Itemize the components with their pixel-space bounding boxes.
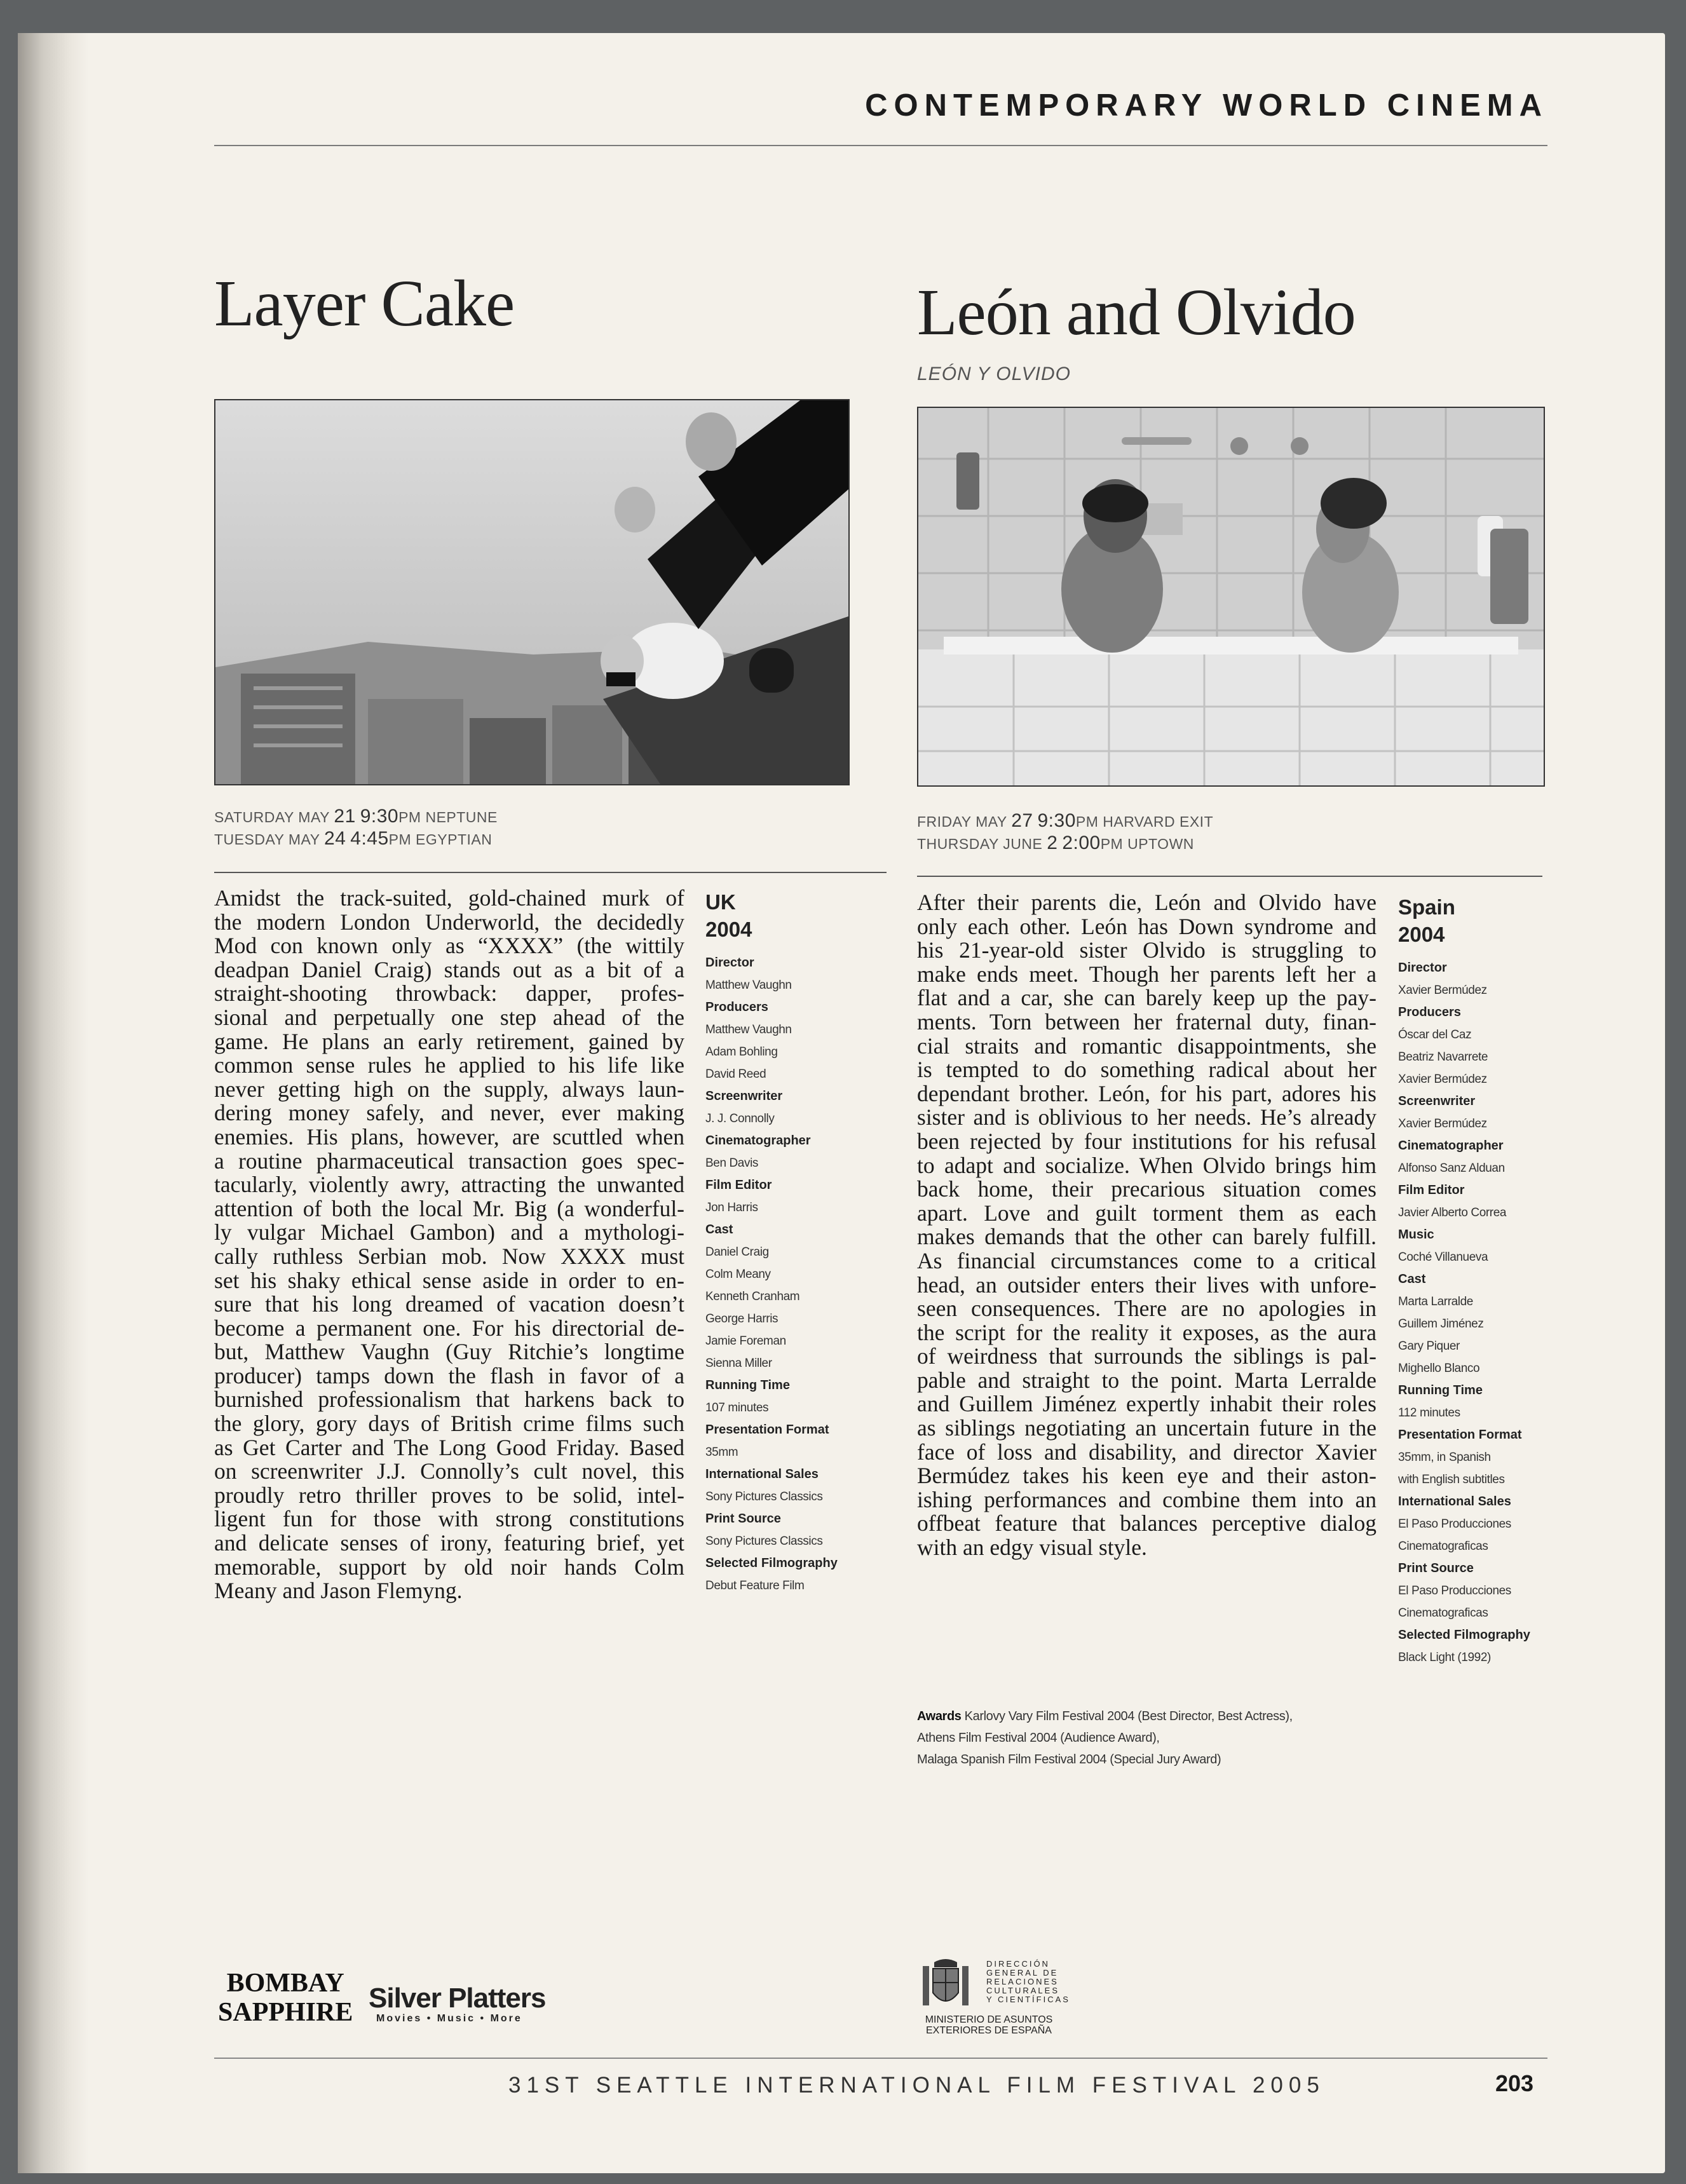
bombay-sapphire-logo [218, 1969, 353, 2027]
screening-2-1 [917, 810, 1213, 832]
logo-text-line: MINISTERIO DE ASUNTOS [925, 2014, 1053, 2025]
credit-name: Jon Harris [705, 1201, 758, 1214]
synopsis-line: sure that his long dreamed of vacation doesn’t [214, 1291, 684, 1317]
awards-line-2: Athens Film Festival 2004 (Audience Award), [917, 1731, 1160, 1745]
credit-name: Xavier Bermúdez [1398, 1073, 1487, 1086]
synopsis-line: memorable, support by old noir hands Colm [214, 1554, 684, 1580]
screening-list-1 [214, 806, 498, 850]
credit-role: Presentation Format [1398, 1428, 1522, 1442]
credit-name: Daniel Craig [705, 1245, 769, 1259]
synopsis-line: Amidst the track-suited, gold-chained murk of [214, 885, 684, 911]
credit-name: Xavier Bermúdez [1398, 984, 1487, 997]
mae-ministry [913, 2014, 1065, 2036]
credit-role: Film Editor [705, 1178, 772, 1192]
credit-name: Sienna Miller [705, 1357, 772, 1370]
credit-role: International Sales [1398, 1495, 1511, 1509]
credit-name: Cinematograficas [1398, 1606, 1488, 1620]
synopsis-line: deadpan Daniel Craig) stands out as a bit of a [214, 956, 684, 982]
film-title-2: León and Olvido [917, 276, 1356, 349]
logo-text-line: RELACIONES [986, 1977, 1059, 1986]
screening-venue: PM EGYPTIAN [388, 831, 493, 848]
logo-text-line: GENERAL DE [986, 1968, 1059, 1977]
header-rule [214, 145, 1547, 146]
credit-name: Adam Bohling [705, 1045, 778, 1059]
synopsis-line: Meany and Jason Flemyng. [214, 1578, 463, 1604]
screening-day: SATURDAY MAY [214, 809, 330, 825]
screening-day: THURSDAY JUNE [917, 836, 1043, 852]
credit-name: 35mm, in Spanish [1398, 1451, 1491, 1464]
synopsis-line: Mod con known only as “XXXX” (the wittily [214, 933, 684, 959]
synopsis-line: attention of both the local Mr. Big (a wonderful- [214, 1195, 684, 1221]
synopsis-line: a routine pharmaceutical transaction goes spec- [214, 1148, 684, 1174]
credit-name: Coché Villanueva [1398, 1251, 1488, 1264]
credit-name: Matthew Vaughn [705, 979, 792, 992]
screening-day: FRIDAY MAY [917, 813, 1007, 830]
synopsis-line: producer) tamps down the flash in favor of a [214, 1362, 684, 1388]
credit-name: J. J. Connolly [705, 1112, 775, 1125]
screening-list-2 [917, 810, 1213, 855]
credit-role: Music [1398, 1228, 1434, 1242]
logo-text-line: DIRECCIÓN [986, 1959, 1050, 1969]
running-head: CONTEMPORARY WORLD CINEMA [865, 88, 1548, 123]
credit-role: International Sales [705, 1467, 819, 1481]
credit-name: Debut Feature Film [705, 1579, 805, 1592]
synopsis-line: but, Matthew Vaughn (Guy Ritchie’s longtime [214, 1339, 684, 1365]
synopsis-line: makes demands that the other can barely fulfill. [917, 1224, 1377, 1250]
synopsis-line: flat and a car, she can barely keep up the pay- [917, 985, 1377, 1011]
synopsis-line: proudly retro thriller proves to be solid, intel- [214, 1482, 684, 1508]
synopsis-line: and delicate senses of irony, featuring brief, yet [214, 1530, 684, 1556]
credit-name: Kenneth Cranham [705, 1290, 800, 1303]
film-still-1-image [215, 400, 848, 784]
synopsis-line: offbeat feature that balances perceptive dialog [917, 1510, 1377, 1536]
credit-role: Cast [705, 1223, 733, 1237]
synopsis-line: is tempted to do something radical about her [917, 1057, 1377, 1083]
credit-role: Running Time [1398, 1383, 1483, 1397]
credit-name: David Reed [705, 1068, 766, 1081]
synopsis-line: ments. Torn between her fraternal duty, finan- [917, 1008, 1377, 1034]
synopsis-line: cally ruthless Serbian mob. Now XXXX must [214, 1243, 684, 1269]
credits-1 [705, 888, 858, 1597]
credit-name: El Paso Producciones [1398, 1517, 1511, 1531]
credit-role: Director [705, 956, 754, 970]
credit-name: Cinematograficas [1398, 1540, 1488, 1553]
credit-name: Black Light (1992) [1398, 1651, 1491, 1664]
awards [917, 1706, 1362, 1770]
credit-name: Beatriz Navarrete [1398, 1050, 1488, 1064]
synopsis-2 [917, 891, 1377, 1560]
awards-line-1 [917, 1706, 1362, 1727]
credit-role: Director [1398, 961, 1447, 975]
credit-name: Javier Alberto Correa [1398, 1206, 1507, 1219]
credit-name: 107 minutes [705, 1401, 769, 1414]
credit-role: Producers [1398, 1005, 1461, 1019]
synopsis-line: become a permanent one. For his directorial de- [214, 1315, 684, 1341]
synopsis-line: apart. Love and guilt torment them as each [917, 1200, 1377, 1226]
screening-venue: PM NEPTUNE [398, 809, 498, 825]
synopsis-line: make ends meet. Though her parents left her a [917, 961, 1377, 987]
logo-text-line: EXTERIORES DE ESPAÑA [926, 2025, 1052, 2036]
synopsis-line: burnished professionalism that harkens back to [214, 1387, 684, 1413]
credit-name: Guillem Jiménez [1398, 1317, 1484, 1331]
synopsis-line: tacularly, violently awry, attracting the unwanted [214, 1172, 684, 1198]
film-still-1 [214, 399, 850, 785]
synopsis-line: game. He plans an early retirement, gained by [214, 1028, 684, 1054]
synopsis-line: straight-shooting throwback: dapper, profes- [214, 980, 684, 1007]
credit-name: Alfonso Sanz Alduan [1398, 1162, 1505, 1175]
screening-venue: PM UPTOWN [1100, 836, 1194, 852]
synopsis-line: As financial circumstances come to a critical [917, 1247, 1377, 1273]
credit-name: Ben Davis [705, 1156, 758, 1170]
synopsis-line: ligent fun for those with strong constitutions [214, 1506, 684, 1532]
synopsis-line: as Get Carter and The Long Good Friday. Based [214, 1434, 684, 1460]
screening-1-2 [214, 828, 498, 850]
screening-date: 24 [324, 828, 346, 849]
synopsis-line: only each other. León has Down syndrome and [917, 913, 1377, 939]
screening-2-2 [917, 832, 1213, 855]
screening-1-1 [214, 806, 498, 828]
footer-rule [214, 2058, 1547, 2059]
screening-day: TUESDAY MAY [214, 831, 320, 848]
film-title-1: Layer Cake [214, 267, 515, 340]
synopsis-line: head, an outsider enters their lives with unfore- [917, 1272, 1377, 1298]
festival-footer: 31ST SEATTLE INTERNATIONAL FILM FESTIVAL 2005 [508, 2073, 1325, 2098]
credit-role: Print Source [1398, 1561, 1474, 1575]
silver-platters-tagline: Movies • Music • More [376, 2013, 522, 2024]
credit-name: Colm Meany [705, 1268, 771, 1281]
synopsis-line: the glory, gory days of British crime films such [214, 1411, 684, 1437]
year: 2004 [1398, 923, 1445, 946]
synopsis-line: set his shaky ethical sense aside in order to en- [214, 1267, 684, 1293]
synopsis-line: the modern London Underworld, the decidedly [214, 909, 684, 935]
synopsis-line: face of loss and disability, and director Xavier [917, 1439, 1377, 1465]
screening-time: 2:00 [1062, 832, 1101, 853]
section-rule-1 [214, 872, 887, 873]
synopsis-line: on screenwriter J.J. Connolly’s cult novel, this [214, 1458, 684, 1484]
silver-platters-logo: Silver Platters [369, 1983, 546, 2014]
credit-role: Presentation Format [705, 1423, 829, 1437]
credit-name: Marta Larralde [1398, 1295, 1473, 1308]
screening-time: 9:30 [360, 806, 399, 827]
synopsis-line: with an edgy visual style. [917, 1535, 1147, 1561]
synopsis-line: cial straits and romantic disappointments, she [917, 1033, 1377, 1059]
credit-role: Screenwriter [1398, 1094, 1476, 1108]
page-number: 203 [1495, 2070, 1534, 2096]
credit-name: Xavier Bermúdez [1398, 1117, 1487, 1130]
screening-date: 2 [1047, 832, 1058, 853]
credit-role: Running Time [705, 1378, 790, 1392]
country: UK [705, 890, 736, 914]
award-text: Karlovy Vary Film Festival 2004 (Best Director, Best Actress), [964, 1709, 1293, 1723]
synopsis-line: and Guillem Jiménez expertly inhabit their roles [917, 1391, 1377, 1417]
credit-role: Selected Filmography [1398, 1628, 1530, 1642]
synopsis-line: of weirdness that surrounds the siblings is pal- [917, 1343, 1377, 1369]
logo-text-line: CULTURALES [986, 1986, 1060, 1995]
synopsis-line: his 21-year-old sister Olvido is struggling to [917, 937, 1377, 963]
credit-name: 112 minutes [1398, 1406, 1460, 1420]
synopsis-line: sional and perpetually one step ahead of the [214, 1004, 684, 1030]
credit-name: George Harris [705, 1312, 778, 1326]
bombay-line-2: SAPPHIRE [218, 1998, 353, 2027]
synopsis-line: common sense rules he applied to his life like [214, 1052, 684, 1078]
synopsis-1 [214, 886, 684, 1603]
credit-role: Cinematographer [705, 1134, 811, 1148]
country: Spain [1398, 895, 1455, 919]
film-still-2-image [918, 408, 1544, 785]
credit-role: Cast [1398, 1272, 1426, 1286]
credit-name: El Paso Producciones [1398, 1584, 1511, 1597]
mae-directorate [986, 1960, 1070, 2004]
awards-line-3: Malaga Spanish Film Festival 2004 (Special Jury Award) [917, 1753, 1221, 1767]
screening-date: 21 [334, 806, 356, 827]
credit-name: Jamie Foreman [705, 1334, 786, 1348]
synopsis-line: the script for the reality it exposes, as the aura [917, 1319, 1377, 1345]
credit-role: Screenwriter [705, 1089, 783, 1103]
synopsis-line: dering money safely, and never, ever making [214, 1100, 684, 1126]
synopsis-line: ishing performances and combine them into an [917, 1486, 1377, 1512]
logo-text-line: Y CIENTÍFICAS [986, 1995, 1070, 2004]
synopsis-line: Bermúdez takes his keen eye and their aston- [917, 1463, 1377, 1489]
credit-name: Sony Pictures Classics [705, 1490, 823, 1503]
section-rule-2 [917, 876, 1542, 877]
synopsis-line: pable and straight to the point. Marta Lerralde [917, 1367, 1377, 1393]
credit-name: Gary Piquer [1398, 1340, 1460, 1353]
credit-role: Producers [705, 1000, 768, 1014]
credit-name: Matthew Vaughn [705, 1023, 792, 1036]
synopsis-line: After their parents die, León and Olvido have [917, 890, 1377, 915]
spanish-coat-of-arms-icon [920, 1957, 971, 2012]
credit-name: Óscar del Caz [1398, 1028, 1472, 1041]
screening-time: 4:45 [350, 828, 389, 849]
credit-name: Mighello Blanco [1398, 1362, 1480, 1375]
original-title-2: LEÓN Y OLVIDO [917, 363, 1071, 384]
screening-time: 9:30 [1037, 810, 1076, 831]
synopsis-line: been rejected by four institutions for his refusal [917, 1128, 1377, 1154]
synopsis-line: enemies. His plans, however, are scuttled when [214, 1123, 684, 1150]
synopsis-line: sister and is oblivious to her needs. He’s already [917, 1104, 1377, 1130]
synopsis-line: to adapt and socialize. When Olvido brings him [917, 1152, 1377, 1178]
synopsis-line: as siblings negotiating an uncertain future in the [917, 1415, 1377, 1441]
credit-name: 35mm [705, 1446, 738, 1459]
synopsis-line: back home, their precarious situation comes [917, 1176, 1377, 1202]
synopsis-line: never getting high on the supply, always laun- [214, 1076, 684, 1102]
synopsis-line: ly vulgar Michael Gambon) and a mythologi- [214, 1219, 684, 1245]
page-gutter-shadow [18, 33, 89, 2173]
credit-role: Print Source [705, 1512, 781, 1526]
screening-venue: PM HARVARD EXIT [1075, 813, 1214, 830]
synopsis-line: dependant brother. León, for his part, adores his [917, 1080, 1377, 1106]
synopsis-line: seen consequences. There are no apologies in [917, 1296, 1377, 1322]
year: 2004 [705, 918, 752, 941]
credit-name: with English subtitles [1398, 1473, 1505, 1486]
credit-role: Cinematographer [1398, 1139, 1504, 1153]
film-still-2 [917, 407, 1545, 787]
bombay-line-1: BOMBAY [226, 1969, 344, 1998]
screening-date: 27 [1011, 810, 1033, 831]
credit-role: Film Editor [1398, 1183, 1465, 1197]
credits-2 [1398, 893, 1544, 1669]
credit-role: Selected Filmography [705, 1556, 838, 1570]
credit-name: Sony Pictures Classics [705, 1535, 823, 1548]
awards-label: Awards [917, 1709, 962, 1723]
